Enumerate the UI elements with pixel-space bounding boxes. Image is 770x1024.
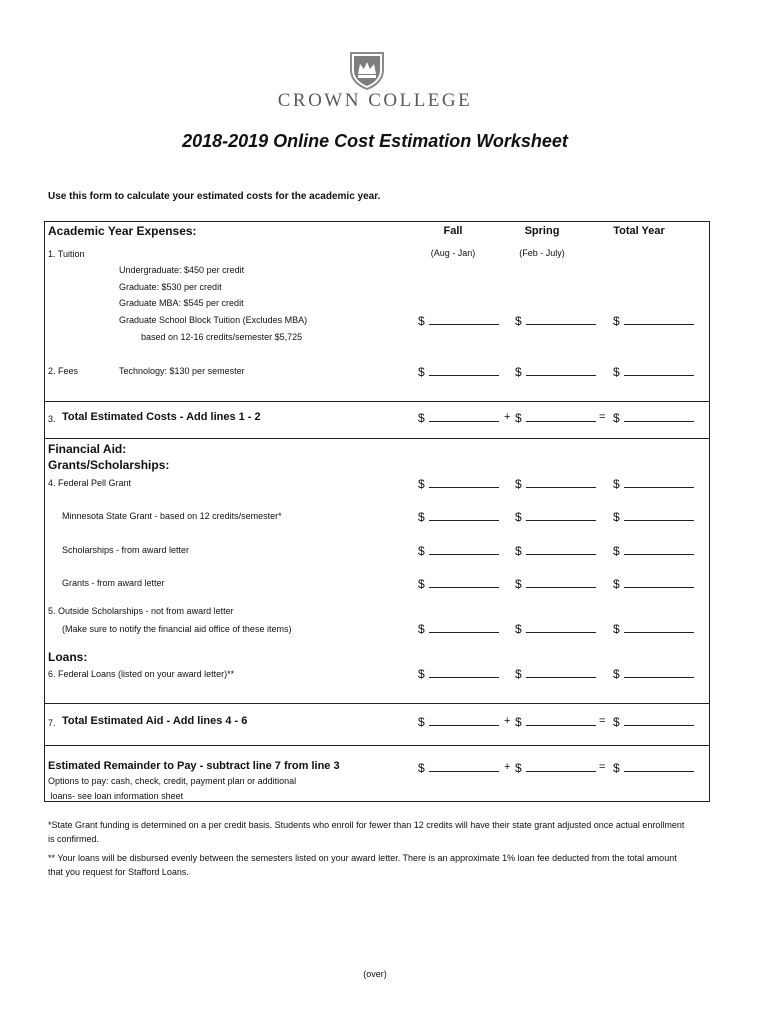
technology-fee: Technology: $130 per semester (119, 366, 245, 376)
grants-total-field[interactable]: $ (613, 576, 694, 590)
loans-heading: Loans: (48, 650, 88, 664)
tuition-label: 1. Tuition (48, 249, 85, 259)
total-aid-label: Total Estimated Aid - Add lines 4 - 6 (62, 715, 248, 727)
divider (44, 745, 710, 746)
tuition-spring-field[interactable]: $ (515, 313, 596, 327)
spring-months: (Feb - July) (519, 248, 565, 258)
fees-spring-field[interactable]: $ (515, 364, 596, 378)
federal-loans-label: 6. Federal Loans (listed on your award letter)** (48, 669, 235, 679)
equals-sign: = (599, 715, 606, 727)
grants-heading: Grants/Scholarships: (48, 458, 170, 472)
undergrad-rate: Undergraduate: $450 per credit (119, 265, 245, 275)
remainder-total-field[interactable]: $ (613, 760, 694, 774)
pell-fall-field[interactable]: $ (418, 476, 499, 490)
block-tuition-detail: based on 12-16 credits/semester $5,725 (141, 332, 303, 342)
line-7-number: 7. (48, 718, 56, 728)
grants-spring-field[interactable]: $ (515, 576, 596, 590)
crown-shield-logo-icon (348, 50, 386, 90)
column-header-total: Total Year (613, 225, 665, 237)
pell-grant-label: 4. Federal Pell Grant (48, 478, 132, 488)
loans-spring-field[interactable]: $ (515, 666, 596, 680)
total-aid-total-field[interactable]: $ (613, 714, 694, 728)
intro-text: Use this form to calculate your estimated costs for the academic year. (48, 191, 381, 202)
state-grant-footnote: *State Grant funding is determined on a per credit basis. Students who enroll for fewer than 12 credits will have their state grant adjusted once actual enrollment is confirmed. (48, 820, 685, 844)
fees-total-field[interactable]: $ (613, 364, 694, 378)
remainder-spring-field[interactable]: $ (515, 760, 596, 774)
pell-spring-field[interactable]: $ (515, 476, 596, 490)
section-title-expenses: Academic Year Expenses: (48, 224, 197, 238)
mn-grant-label: Minnesota State Grant - based on 12 credits/semester* (62, 511, 282, 521)
fees-fall-field[interactable]: $ (418, 364, 499, 378)
grants-label: Grants - from award letter (62, 578, 165, 588)
fees-label: 2. Fees (48, 366, 79, 376)
mn-grant-spring-field[interactable]: $ (515, 509, 596, 523)
total-costs-fall-field[interactable]: $ (418, 410, 499, 424)
tuition-total-field[interactable]: $ (613, 313, 694, 327)
total-aid-spring-field[interactable]: $ (515, 714, 596, 728)
equals-sign: = (599, 761, 606, 773)
outside-total-field[interactable]: $ (613, 621, 694, 635)
scholarships-fall-field[interactable]: $ (418, 543, 499, 557)
mn-grant-fall-field[interactable]: $ (418, 509, 499, 523)
column-header-spring: Spring (524, 225, 560, 237)
total-costs-spring-field[interactable]: $ (515, 410, 596, 424)
loans-footnote: ** Your loans will be disbursed evenly between the semesters listed on your award letter. There is an approximate 1% loan fee deducted from the total amount that you request for Stafford Loans. (48, 853, 677, 877)
scholarships-label: Scholarships - from award letter (62, 545, 190, 555)
divider (44, 401, 710, 402)
payment-options: Options to pay: cash, check, credit, payment plan or additional (48, 776, 297, 786)
scholarships-spring-field[interactable]: $ (515, 543, 596, 557)
loans-fall-field[interactable]: $ (418, 666, 499, 680)
mn-grant-total-field[interactable]: $ (613, 509, 694, 523)
fall-months: (Aug - Jan) (430, 248, 476, 258)
equals-sign: = (599, 411, 606, 423)
plus-sign: + (504, 761, 511, 773)
page-footer: (over) (363, 969, 387, 979)
college-name: CROWN COLLEGE (277, 90, 473, 111)
outside-spring-field[interactable]: $ (515, 621, 596, 635)
outside-scholarships-note: (Make sure to notify the financial aid office of these items) (62, 624, 292, 634)
remainder-label: Estimated Remainder to Pay - subtract line 7 from line 3 (48, 760, 340, 772)
plus-sign: + (504, 715, 511, 727)
pell-total-field[interactable]: $ (613, 476, 694, 490)
total-costs-total-field[interactable]: $ (613, 410, 694, 424)
column-header-fall: Fall (443, 225, 463, 237)
total-aid-fall-field[interactable]: $ (418, 714, 499, 728)
total-costs-label: Total Estimated Costs - Add lines 1 - 2 (62, 411, 261, 423)
grad-mba-rate: Graduate MBA: $545 per credit (119, 298, 244, 308)
line-3-number: 3. (48, 414, 56, 424)
page-title: 2018-2019 Online Cost Estimation Worksheet (182, 131, 568, 151)
financial-aid-heading: Financial Aid: (48, 442, 127, 456)
outside-scholarships-label: 5. Outside Scholarships - not from award letter (48, 606, 234, 616)
plus-sign: + (504, 411, 511, 423)
block-tuition: Graduate School Block Tuition (Excludes MBA) (119, 315, 308, 325)
divider (44, 703, 710, 704)
payment-options-cont: loans- see loan information sheet (48, 791, 184, 801)
graduate-rate: Graduate: $530 per credit (119, 282, 222, 292)
tuition-fall-field[interactable]: $ (418, 313, 499, 327)
scholarships-total-field[interactable]: $ (613, 543, 694, 557)
divider (44, 438, 710, 439)
remainder-fall-field[interactable]: $ (418, 760, 499, 774)
grants-fall-field[interactable]: $ (418, 576, 499, 590)
loans-total-field[interactable]: $ (613, 666, 694, 680)
outside-fall-field[interactable]: $ (418, 621, 499, 635)
